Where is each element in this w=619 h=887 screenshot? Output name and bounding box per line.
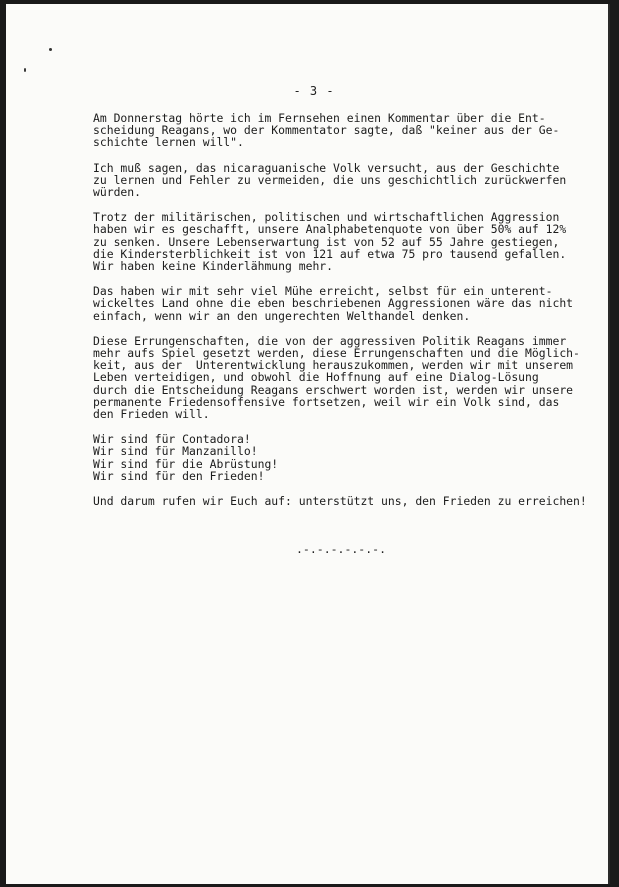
text-line: keit, aus der Unterentwicklung herauszukommen, werden wir mit unserem: [93, 358, 574, 373]
paragraph: [93, 495, 593, 507]
paragraph: [93, 285, 593, 322]
text-line: einfach, wenn wir an den ungerechten Welthandel denken.: [93, 308, 471, 323]
text-line: Wir sind für die Abrüstung!: [93, 456, 279, 471]
paragraph: [93, 433, 593, 482]
text-line: den Frieden will.: [93, 407, 210, 422]
text-line: durch die Entscheidung Reagans erschwert worden ist, werden wir unsere: [93, 382, 574, 397]
text-line: Ich muß sagen, das nicaraguanische Volk versucht, aus der Geschichte: [93, 160, 560, 175]
text-line: Und darum rufen wir Euch auf: unterstützt uns, den Frieden zu erreichen!: [93, 494, 587, 509]
closing-separator: .-.-.-.-.-.-.: [296, 542, 387, 556]
scan-speck: [24, 68, 26, 72]
text-line: scheidung Reagans, wo der Kommentator sagte, daß "keiner aus der Ge-: [93, 123, 560, 138]
text-line: permanente Friedensoffensive fortsetzen, weil wir ein Volk sind, das: [93, 394, 560, 409]
text-line: Wir sind für den Frieden!: [93, 468, 265, 483]
page-number: - 3 -: [293, 84, 335, 98]
paragraph: [93, 335, 593, 420]
text-line: wickeltes Land ohne die eben beschriebenen Aggressionen wäre das nicht: [93, 296, 574, 311]
text-line: Wir sind für Manzanillo!: [93, 444, 258, 459]
text-line: schichte lernen will".: [93, 135, 244, 150]
text-line: mehr aufs Spiel gesetzt werden, diese Errungenschaften und die Möglich-: [93, 346, 580, 361]
scan-speck: [49, 48, 52, 51]
text-line: Wir haben keine Kinderlähmung mehr.: [93, 259, 334, 274]
text-line: Das haben wir mit sehr viel Mühe erreicht, selbst für ein unterent-: [93, 284, 553, 299]
text-line: Wir sind für Contadora!: [93, 432, 251, 447]
paragraph: [93, 112, 593, 149]
text-line: Am Donnerstag hörte ich im Fernsehen einen Kommentar über die Ent-: [93, 111, 546, 125]
paragraph: [93, 162, 593, 199]
text-line: Trotz der militärischen, politischen und wirtschaftlichen Aggression: [93, 210, 560, 225]
text-line: zu lernen und Fehler zu vermeiden, die uns geschichtlich zurückwerfen: [93, 172, 567, 187]
text-line: haben wir es geschafft, unsere Analphabetenquote von über 50% auf 12%: [93, 222, 567, 237]
text-line: zu senken. Unsere Lebenserwartung ist von 52 auf 55 Jahre gestiegen,: [93, 234, 560, 249]
text-line: die Kindersterblichkeit ist von 121 auf etwa 75 pro tausend gefallen.: [93, 246, 567, 261]
text-line: würden.: [93, 185, 142, 200]
letter-body: [93, 112, 593, 520]
text-line: Diese Errungenschaften, die von der aggressiven Politik Reagans immer: [93, 333, 567, 348]
paragraph: [93, 211, 593, 272]
text-line: Leben verteidigen, und obwohl die Hoffnung auf eine Dialog-Lösung: [93, 370, 539, 385]
document-page: [6, 4, 610, 884]
